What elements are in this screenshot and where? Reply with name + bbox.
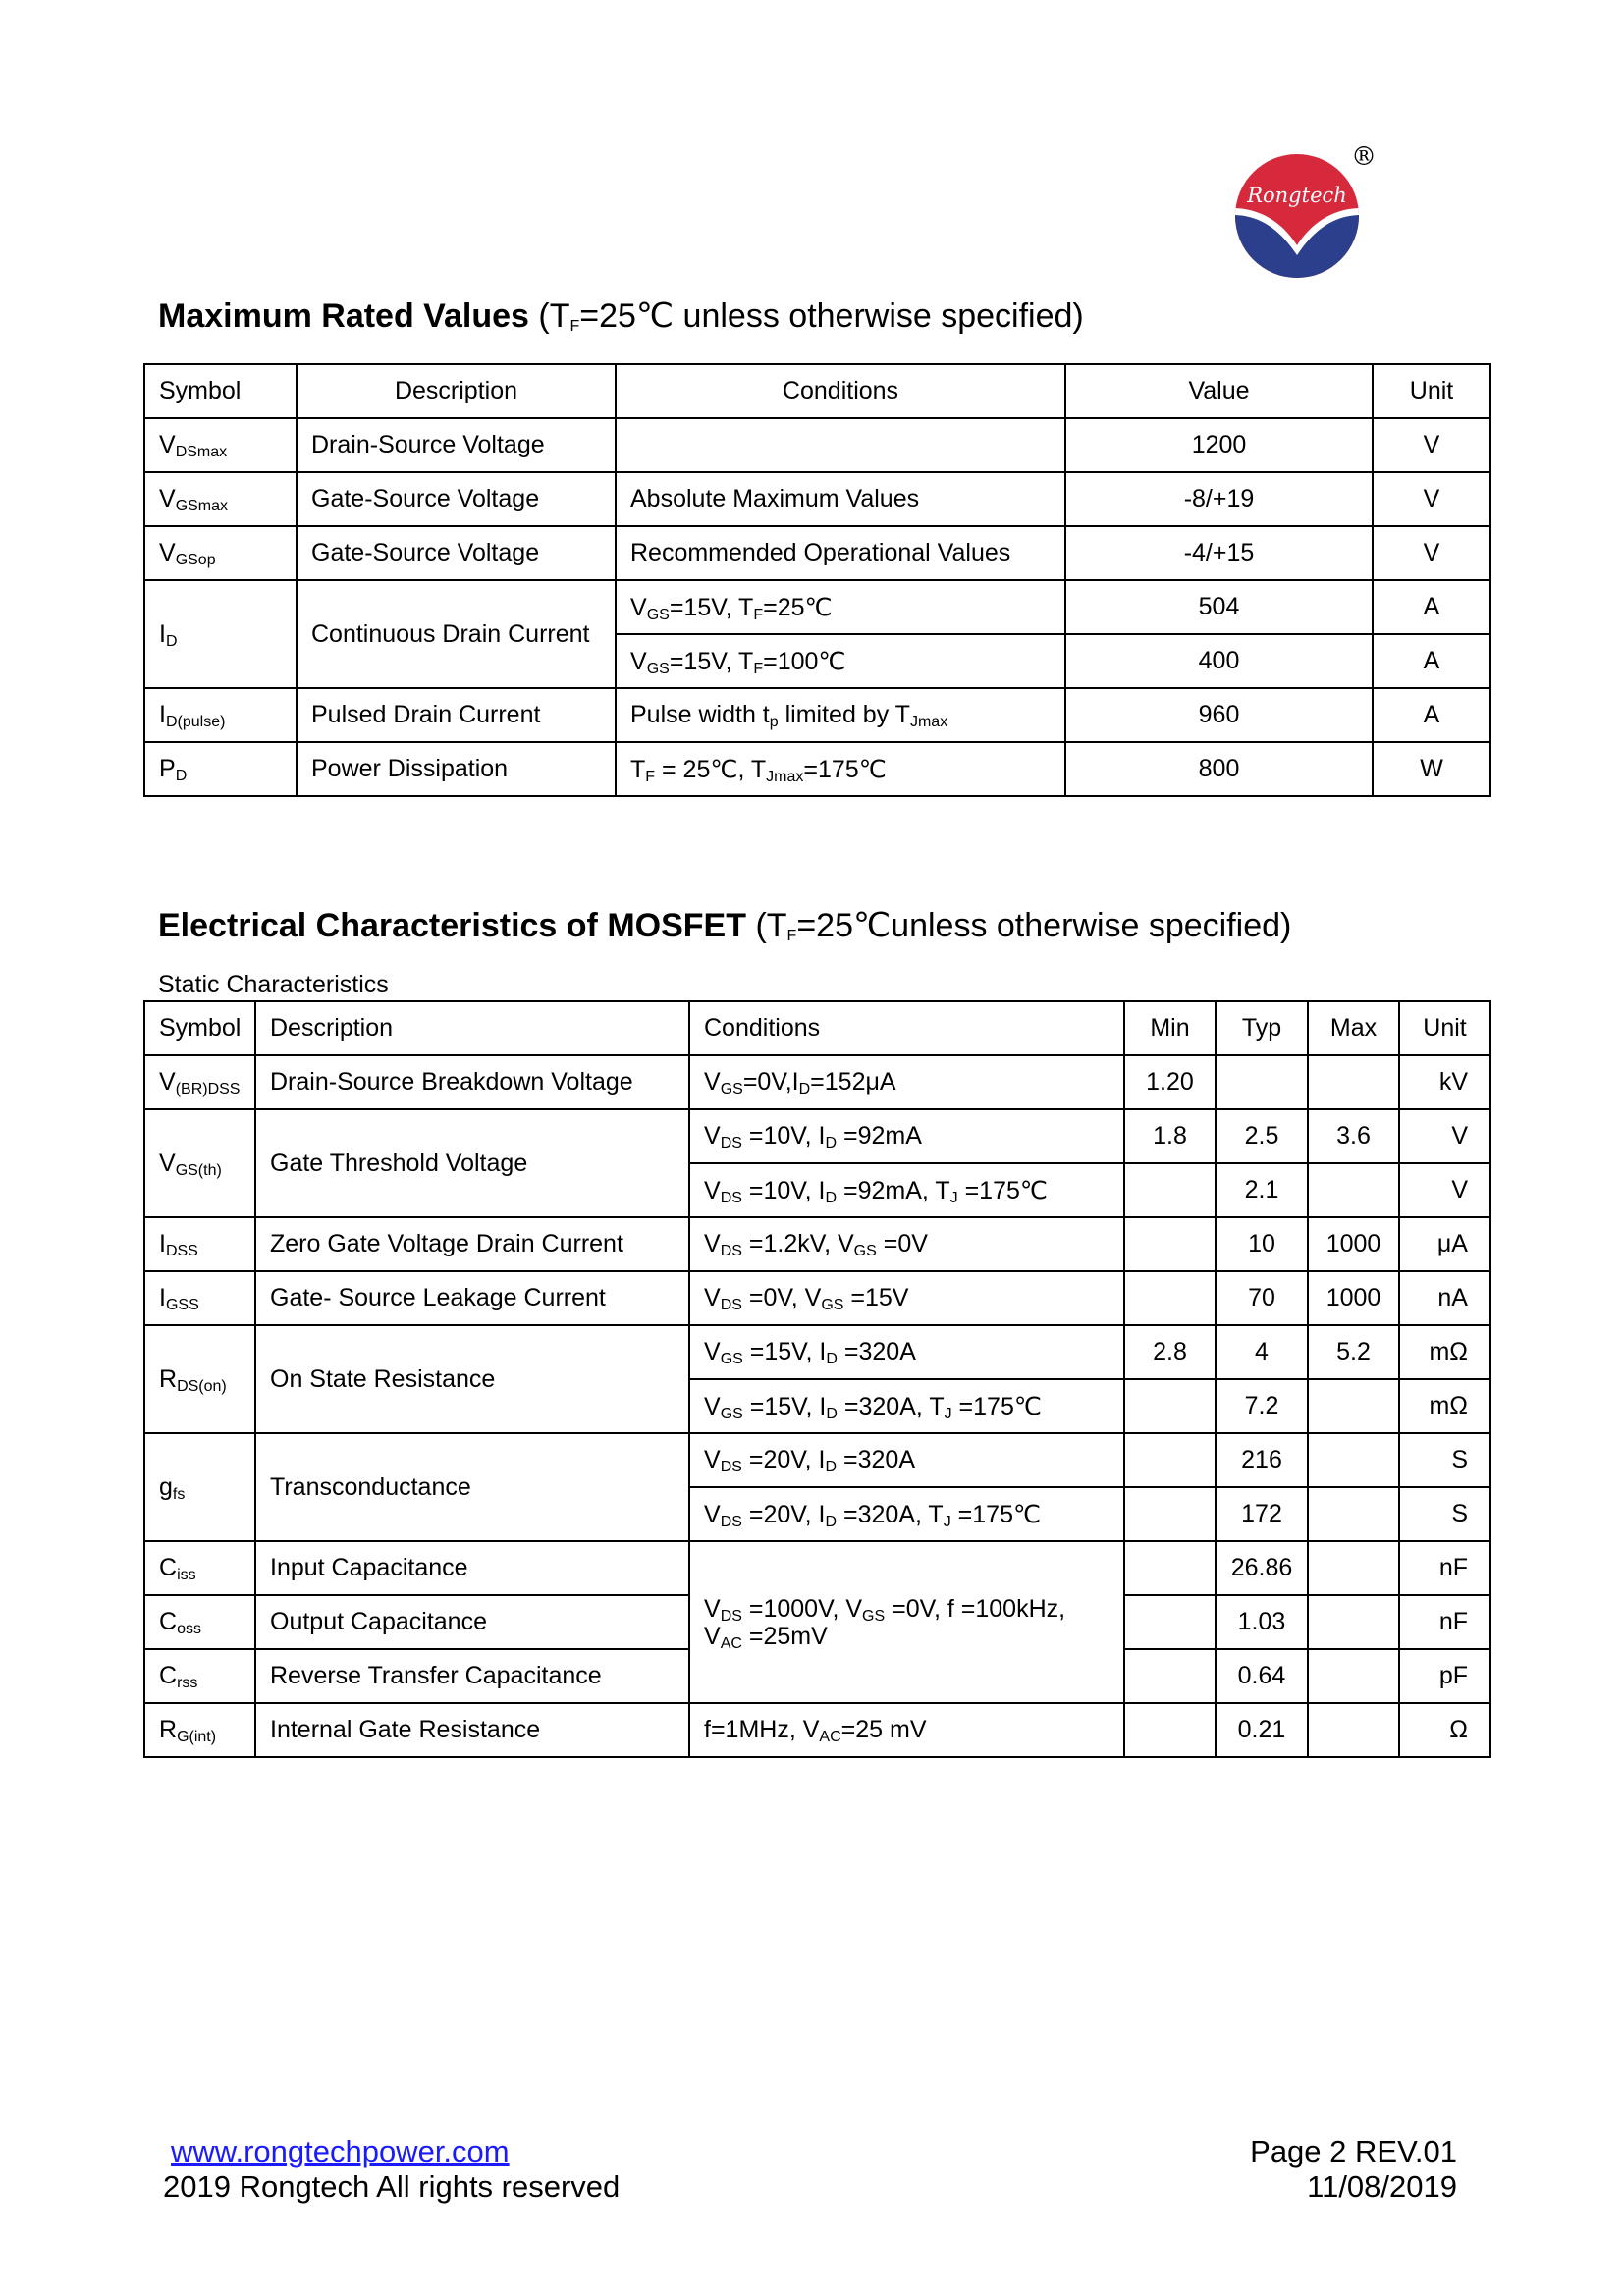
table-row xyxy=(144,580,1490,634)
unit-cell: A xyxy=(1373,580,1490,634)
conditions-cell: $V_{GS} =15V$, $I_D =320A$ xyxy=(689,1325,1124,1379)
unit-cell: mΩ xyxy=(1399,1325,1490,1379)
column-header: Description xyxy=(297,364,616,418)
column-header: Min xyxy=(1124,1001,1216,1055)
conditions-cell: $V_{DS} =10V$, $I_D =92mA$ xyxy=(689,1109,1124,1163)
unit-cell: A xyxy=(1373,634,1490,688)
symbol-cell: $V_{GS(th)}$ xyxy=(144,1109,255,1217)
max-rated-title xyxy=(158,296,1084,336)
value-cell: -4/+15 xyxy=(1065,526,1373,580)
electrical-table xyxy=(143,1000,1491,1758)
unit-cell: nA xyxy=(1399,1271,1490,1325)
description-cell: Internal Gate Resistance xyxy=(255,1703,689,1757)
typ-cell: 1.03 xyxy=(1216,1595,1308,1649)
max-cell xyxy=(1308,1595,1399,1649)
max-cell xyxy=(1308,1703,1399,1757)
typ-cell: 172 xyxy=(1216,1487,1308,1541)
column-header: Unit xyxy=(1399,1001,1490,1055)
min-cell xyxy=(1124,1271,1216,1325)
description-cell: Drain-Source Breakdown Voltage xyxy=(255,1055,689,1109)
typ-cell: 7.2 xyxy=(1216,1379,1308,1433)
description-cell: Power Dissipation xyxy=(297,742,616,796)
typ-cell: 26.86 xyxy=(1216,1541,1308,1595)
max-cell: 1000 xyxy=(1308,1217,1399,1271)
value-cell: 800 xyxy=(1065,742,1373,796)
symbol-cell: $V_{GSmax}$ xyxy=(144,472,297,526)
description-cell: On State Resistance xyxy=(255,1325,689,1433)
table-row xyxy=(144,1109,1490,1163)
unit-cell: A xyxy=(1373,688,1490,742)
registered-mark: ® xyxy=(1351,143,1377,172)
table-row xyxy=(144,526,1490,580)
conditions-cell: $V_{DS} =20V$, $I_D =320A$, $T_J$ =175℃ xyxy=(689,1487,1124,1541)
conditions-cell xyxy=(616,418,1065,472)
description-cell: Output Capacitance xyxy=(255,1595,689,1649)
description-cell: Zero Gate Voltage Drain Current xyxy=(255,1217,689,1271)
conditions-cell: $V_{GS}=15V$, $T_F=25℃$ xyxy=(616,580,1065,634)
table-row xyxy=(144,1271,1490,1325)
unit-cell: μA xyxy=(1399,1217,1490,1271)
symbol-cell: $V_{DSmax}$ xyxy=(144,418,297,472)
symbol-cell: $I_{GSS}$ xyxy=(144,1271,255,1325)
value-cell: -8/+19 xyxy=(1065,472,1373,526)
description-cell: Gate- Source Leakage Current xyxy=(255,1271,689,1325)
min-cell xyxy=(1124,1433,1216,1487)
max-rated-title-conditions: ($T_F=25℃$ unless otherwise specified) xyxy=(538,297,1084,335)
description-cell: Gate Threshold Voltage xyxy=(255,1109,689,1217)
min-cell xyxy=(1124,1541,1216,1595)
symbol-cell: $g_{fs}$ xyxy=(144,1433,255,1541)
description-cell: Pulsed Drain Current xyxy=(297,688,616,742)
symbol-cell: $V_{GSop}$ xyxy=(144,526,297,580)
typ-cell xyxy=(1216,1055,1308,1109)
max-cell xyxy=(1308,1379,1399,1433)
description-cell: Gate-Source Voltage xyxy=(297,526,616,580)
conditions-cell: f=1MHz, $V_{AC}=25$ mV xyxy=(689,1703,1124,1757)
max-cell xyxy=(1308,1433,1399,1487)
max-cell: 3.6 xyxy=(1308,1109,1399,1163)
unit-cell: Ω xyxy=(1399,1703,1490,1757)
conditions-cell: $V_{GS} =15V$, $I_D =320A$, $T_J$ =175℃ xyxy=(689,1379,1124,1433)
conditions-cell: $V_{DS} =1000V$, $V_{GS} =0V$, f =100kHz, $V_{AC} =25mV$ xyxy=(689,1541,1124,1703)
table-row xyxy=(144,742,1490,796)
unit-cell: pF xyxy=(1399,1649,1490,1703)
symbol-cell: $I_{D(pulse)}$ xyxy=(144,688,297,742)
typ-cell: 4 xyxy=(1216,1325,1308,1379)
table-header-row xyxy=(144,364,1490,418)
symbol-cell: $R_{G(int)}$ xyxy=(144,1703,255,1757)
electrical-title-bold: Electrical Characteristics of MOSFET xyxy=(158,907,746,944)
unit-cell: W xyxy=(1373,742,1490,796)
typ-cell: 70 xyxy=(1216,1271,1308,1325)
table-row xyxy=(144,1055,1490,1109)
conditions-cell: $V_{DS} =0V$, $V_{GS} =15V$ xyxy=(689,1271,1124,1325)
column-header: Conditions xyxy=(689,1001,1124,1055)
unit-cell: nF xyxy=(1399,1541,1490,1595)
symbol-cell: $R_{DS(on)}$ xyxy=(144,1325,255,1433)
min-cell xyxy=(1124,1595,1216,1649)
table-row xyxy=(144,1325,1490,1379)
conditions-cell: $V_{DS} =10V$, $I_D =92mA$, $T_J$ =175℃ xyxy=(689,1163,1124,1217)
footer-page: Page 2 REV.01 xyxy=(1250,2134,1457,2168)
max-cell xyxy=(1308,1163,1399,1217)
min-cell: 1.20 xyxy=(1124,1055,1216,1109)
description-cell: Continuous Drain Current xyxy=(297,580,616,688)
table-row xyxy=(144,1217,1490,1271)
column-header: Symbol xyxy=(144,364,297,418)
column-header: Description xyxy=(255,1001,689,1055)
max-rated-table xyxy=(143,363,1491,797)
column-header: Conditions xyxy=(616,364,1065,418)
unit-cell: V xyxy=(1399,1163,1490,1217)
conditions-cell: $V_{DS} =20V$, $I_D =320A$ xyxy=(689,1433,1124,1487)
symbol-cell: $C_{rss}$ xyxy=(144,1649,255,1703)
description-cell: Reverse Transfer Capacitance xyxy=(255,1649,689,1703)
symbol-cell: $I_D$ xyxy=(144,580,297,688)
static-characteristics-label: Static Characteristics xyxy=(158,971,389,998)
conditions-cell: $V_{GS}=15V$, $T_F=100℃$ xyxy=(616,634,1065,688)
unit-cell: mΩ xyxy=(1399,1379,1490,1433)
value-cell: 400 xyxy=(1065,634,1373,688)
min-cell: 1.8 xyxy=(1124,1109,1216,1163)
description-cell: Transconductance xyxy=(255,1433,689,1541)
typ-cell: 0.21 xyxy=(1216,1703,1308,1757)
description-cell: Gate-Source Voltage xyxy=(297,472,616,526)
table-row xyxy=(144,1433,1490,1487)
unit-cell: kV xyxy=(1399,1055,1490,1109)
max-cell xyxy=(1308,1055,1399,1109)
description-cell: Drain-Source Voltage xyxy=(297,418,616,472)
typ-cell: 216 xyxy=(1216,1433,1308,1487)
symbol-cell: $P_D$ xyxy=(144,742,297,796)
symbol-cell: $C_{oss}$ xyxy=(144,1595,255,1649)
table-row xyxy=(144,1541,1490,1595)
conditions-cell: Absolute Maximum Values xyxy=(616,472,1065,526)
column-header: Value xyxy=(1065,364,1373,418)
min-cell: 2.8 xyxy=(1124,1325,1216,1379)
unit-cell: V xyxy=(1373,526,1490,580)
value-cell: 1200 xyxy=(1065,418,1373,472)
conditions-cell: $T_F$ = 25℃, $T_{Jmax}=175℃$ xyxy=(616,742,1065,796)
min-cell xyxy=(1124,1379,1216,1433)
value-cell: 504 xyxy=(1065,580,1373,634)
conditions-cell: $V_{GS}=0V,I_D=152\mu A$ xyxy=(689,1055,1124,1109)
max-cell xyxy=(1308,1541,1399,1595)
table-row xyxy=(144,472,1490,526)
max-cell: 5.2 xyxy=(1308,1325,1399,1379)
website-link[interactable]: www.rongtechpower.com xyxy=(171,2134,510,2168)
unit-cell: nF xyxy=(1399,1595,1490,1649)
description-cell: Input Capacitance xyxy=(255,1541,689,1595)
max-cell xyxy=(1308,1487,1399,1541)
min-cell xyxy=(1124,1163,1216,1217)
max-rated-title-bold: Maximum Rated Values xyxy=(158,297,529,335)
footer-website[interactable] xyxy=(171,2134,510,2169)
footer-date: 11/08/2019 xyxy=(1307,2169,1457,2204)
electrical-title xyxy=(158,906,1291,945)
conditions-cell: $V_{DS} =1.2kV$, $V_{GS} =0V$ xyxy=(689,1217,1124,1271)
unit-cell: S xyxy=(1399,1487,1490,1541)
typ-cell: 0.64 xyxy=(1216,1649,1308,1703)
conditions-cell: Recommended Operational Values xyxy=(616,526,1065,580)
unit-cell: V xyxy=(1373,418,1490,472)
max-cell xyxy=(1308,1649,1399,1703)
min-cell xyxy=(1124,1217,1216,1271)
symbol-cell: $C_{iss}$ xyxy=(144,1541,255,1595)
max-cell: 1000 xyxy=(1308,1271,1399,1325)
unit-cell: S xyxy=(1399,1433,1490,1487)
logo-brand-text: Rongtech xyxy=(1247,184,1347,207)
min-cell xyxy=(1124,1487,1216,1541)
unit-cell: V xyxy=(1399,1109,1490,1163)
typ-cell: 10 xyxy=(1216,1217,1308,1271)
column-header: Max xyxy=(1308,1001,1399,1055)
table-row xyxy=(144,1703,1490,1757)
symbol-cell: $I_{DSS}$ xyxy=(144,1217,255,1271)
column-header: Unit xyxy=(1373,364,1490,418)
typ-cell: 2.5 xyxy=(1216,1109,1308,1163)
footer-copyright: 2019 Rongtech All rights reserved xyxy=(163,2169,621,2204)
symbol-cell: $V_{(BR)DSS}$ xyxy=(144,1055,255,1109)
table-row xyxy=(144,688,1490,742)
column-header: Symbol xyxy=(144,1001,255,1055)
table-header-row xyxy=(144,1001,1490,1055)
min-cell xyxy=(1124,1703,1216,1757)
min-cell xyxy=(1124,1649,1216,1703)
typ-cell: 2.1 xyxy=(1216,1163,1308,1217)
table-row xyxy=(144,418,1490,472)
rongtech-logo xyxy=(1232,143,1380,281)
conditions-cell: Pulse width $t_p$ limited by $T_{Jmax}$ xyxy=(616,688,1065,742)
column-header: Typ xyxy=(1216,1001,1308,1055)
electrical-title-conditions: ($T_F=25℃unless$ otherwise specified) xyxy=(755,907,1292,944)
unit-cell: V xyxy=(1373,472,1490,526)
value-cell: 960 xyxy=(1065,688,1373,742)
